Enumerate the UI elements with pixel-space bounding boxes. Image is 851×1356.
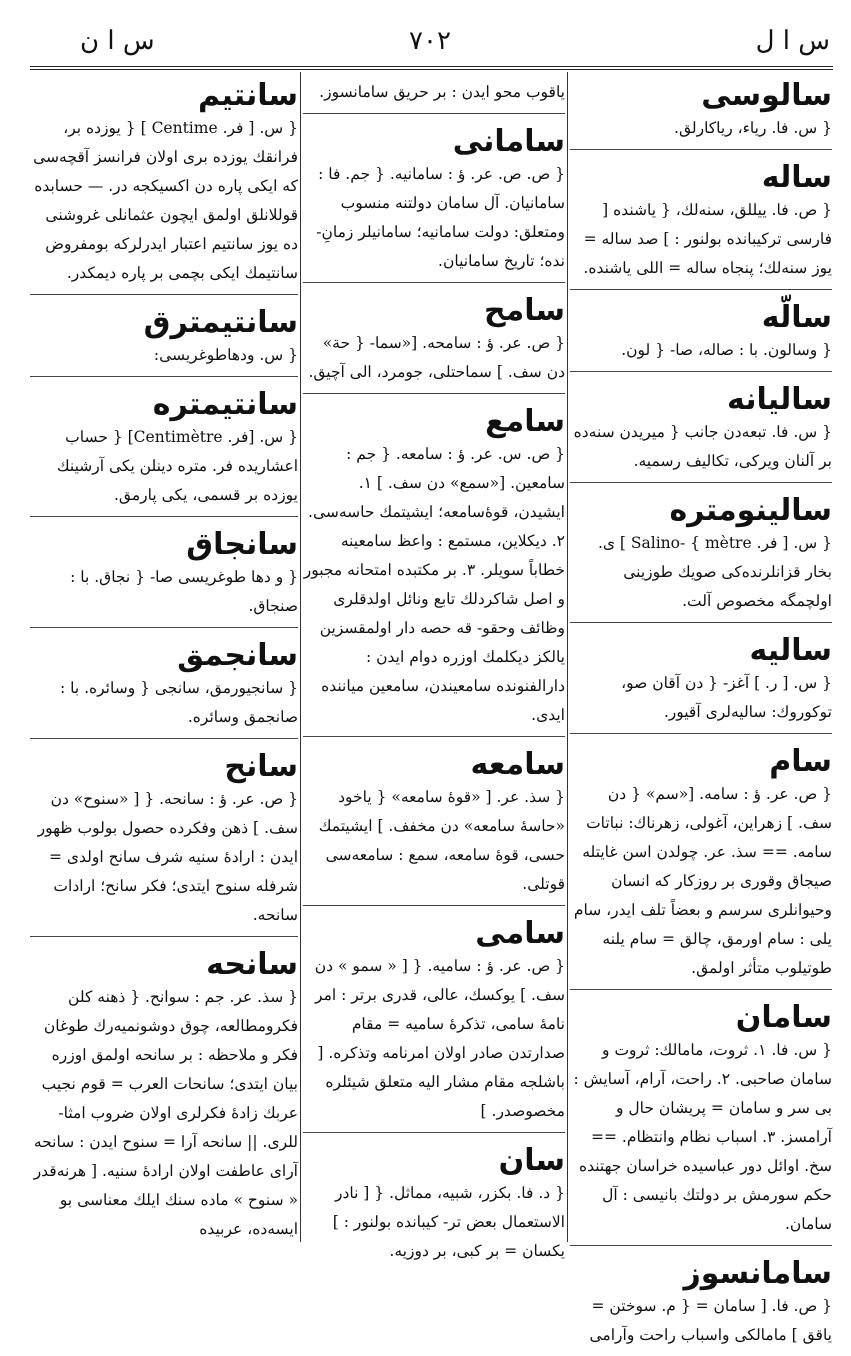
- entry-definition: { سذ. عر. جم : سوانح. { ذهنه کلن فکرومطالعه، چوق دوشونمیه‌رك طوغان فکر و ملاحظه : بر سانحه اولمق اوزره بیان ایتدی؛ سانحات العرب = قوم نجیب عربك زادهٔ فکرلری اولان ضروب امثا- للری. || سانحه آرا = سنوح ایدن : سانحه آرای عاطفت اولان ارادهٔ سنیه. [ هرنه‌قدر « سنوح » ماده سنك ایلك معناسی بو ایسه‌ده، عربیده: [33, 988, 298, 1238]
- dictionary-entry: [30, 638, 298, 739]
- dictionary-entry: [570, 744, 832, 990]
- entry-headword: سالوسی: [701, 78, 832, 113]
- dictionary-entry: [570, 160, 832, 290]
- dictionary-entry: [570, 382, 832, 483]
- entry-headword: سامی: [475, 916, 565, 951]
- header-rule-double: [30, 69, 833, 70]
- entry-headword: سالیه: [749, 633, 832, 668]
- entry-definition: { س. [ فر. Salino- { mètre ] ی. بخار قزانلرنده‌کی صویك طوزینی اولچمگه مخصوص آلت.: [597, 534, 832, 610]
- entry-headword: سامان: [735, 1000, 832, 1035]
- continuation-text: یاقوب محو ایدن : بر حریق سامانسوز.: [319, 83, 565, 101]
- entry-definition: { س. [فر. Centimètre] { حساب اعشاریده فر. متره دینلن یکی آرشینك یوزده بر قسمی، یکی پارمق.: [56, 428, 298, 504]
- dictionary-entry: [30, 947, 298, 1250]
- dictionary-entry: [303, 916, 565, 1133]
- entry-headword: سام: [769, 744, 832, 779]
- column-middle: [303, 78, 565, 1260]
- entry-definition: { سذ. عر. [ «قوهٔ سامعه» { یاخود «حاسهٔ سامعه» دن مخفف. ] ایشیتمك حسی، قوهٔ سامعه، سمع : سامعه‌سی قوتلی.: [318, 788, 565, 893]
- entry-headword: سان: [498, 1143, 565, 1178]
- dictionary-entry: [570, 1000, 832, 1246]
- column-right: [570, 78, 832, 1344]
- header-rule: [30, 66, 833, 67]
- column-divider-left: [300, 72, 301, 1242]
- entry-definition: { س. [ فر. Centime ] { یوزده بر، فرانقك یوزده بری اولان فرانسز آقچه‌سی که ایکی پاره دن اکسیکجه در. — حسابده قوللانلق اولمق ایچون عثمانلی غروشنی ده یوز سانتیم اعتبار ایدرلرکه بومفروض سانتیمك ایکی بچمی بر پاره دیمکدر.: [33, 119, 298, 282]
- entry-headword: سانتیم: [197, 78, 298, 113]
- entry-definition: { ص. فا. ییللق، سنه‌لك، { یاشنده [ فارسی ترکیبانده بولنور : ] صد ساله = یوز سنه‌لك؛ پنجاه ساله = اللی یاشنده.: [583, 201, 832, 277]
- entry-definition: { س. [ ر. ] آغز- { دن آقان صو، توکوروك: سالیه‌لری آقیور.: [621, 674, 832, 721]
- header-letters-left: س ا ن: [80, 26, 155, 56]
- dictionary-entry: [30, 305, 298, 377]
- entry-definition: { س. فا. ١. ثروت، مامالك: ثروت و سامان صاحبی. ٢. راحت، آرام، آسایش : بی سر و سامان = پریشان حال و آرامسز. ٣. اسباب نظام وانتظام. == سخ. اوائل دور عباسیده خراسان جهتنده حکم سورمش بر دولتك بانیسی : آل سامان.: [573, 1041, 832, 1233]
- dictionary-entry: [570, 78, 832, 150]
- dictionary-entry: [570, 1256, 832, 1356]
- entry-headword: سانتیمترق: [143, 305, 298, 340]
- entry-headword: سامعه: [470, 747, 565, 782]
- dictionary-entry: [30, 387, 298, 517]
- entry-definition: { س. فا. تبعه‌دن جانب { میریدن سنه‌ده بر آلنان ویرکی، تکالیف رسمیه.: [573, 423, 832, 470]
- page-header: [30, 18, 830, 64]
- dictionary-entry: [303, 1143, 565, 1272]
- dictionary-entry: [570, 493, 832, 623]
- entry-headword: سانجاق: [186, 527, 298, 562]
- entry-headword: سامح: [484, 293, 565, 328]
- column-left: [30, 78, 298, 1243]
- entry-definition: { ص. عر. ؤ : سانحه. { [ «سنوح» دن سف. ] ذهن وفکرده حصول بولوب ظهور ایدن : ارادهٔ سنیه شرف سانح اولدی = شرفله سنوح ایتدی؛ فکر سانح؛ ارادات سانحه.: [37, 790, 298, 924]
- dictionary-entry: [570, 633, 832, 734]
- entry-definition: { ص. فا. [ سامان = { م. سوختن = یاقق ] مامالکی واسباب راحت وآرامی: [589, 1297, 832, 1344]
- entry-headword: سانحه: [206, 947, 298, 982]
- entry-headword: سانتیمتره: [152, 387, 298, 422]
- entry-continuation: [303, 78, 565, 114]
- page-number: ٧٠٢: [409, 26, 451, 56]
- dictionary-entry: [30, 527, 298, 628]
- entry-headword: سامانسوز: [683, 1256, 832, 1291]
- dictionary-entry: [30, 78, 298, 295]
- dictionary-entry: [570, 300, 832, 372]
- entry-definition: { ص. عر. ؤ : سامحه. [«سما- { حة» دن سف. ] سماحتلی، جومرد، الی آچیق.: [308, 334, 565, 381]
- entry-definition: { و دها طوغریسی صا- { نجاق. با : صنجاق.: [70, 568, 298, 615]
- entry-headword: سالینومتره: [669, 493, 832, 528]
- dictionary-entry: [303, 124, 565, 283]
- entry-headword: ساله: [761, 160, 832, 195]
- entry-headword: سامانی: [452, 124, 565, 159]
- entry-headword: سالّه: [761, 300, 832, 335]
- entry-headword: سانجمق: [177, 638, 298, 673]
- entry-headword: سانح: [224, 749, 298, 784]
- entry-headword: سالیانه: [727, 382, 832, 417]
- entry-definition: { ص. عر. ؤ : سامیه. { [ « سمو » دن سف. ] یوکسك، عالی، قدری برتر : امر نامهٔ سامی، تذکرهٔ سامیه = مقام صدارتدن صادر اولان امرنامه وتذکره. [ باشلجه مقام مشار الیه متعلق شیئلره مخصوصدر. ]: [314, 957, 565, 1120]
- dictionary-entry: [30, 749, 298, 937]
- entry-definition: { ص. س. عر. ؤ : سامعه. { جم : سامعین. [«سمع» دن سف. ] ١. ایشیدن، قوهٔ‌سامعه؛ ایشیتمك حاسه‌سی. ٢. دیکلاین، مستمع : واعظ سامعینه خطاباً سویلر. ٣. بر مکتبده امتحانه مجبور و اصل شاکردلك تابع ونائل اولدقلری وظائف وحقو- قه حصه دار اولمقسزین یالکز دیکلمك اوزره دوام ایدن : دارالفنونده سامعیندن، سامعین میاننده ایدی.: [303, 445, 565, 724]
- entry-definition: { سانجیورمق، سانجی { وسائره. با : صانجمق وسائره.: [59, 679, 298, 726]
- entry-definition: { ص. عر. ؤ : سامه. [«سم» { دن سف. ] زهراین، آغولی، زهرناك: نباتات سامه. == سذ. عر. چولدن اسن غایتله صیجاق وقوری بر روزکار که انسان وحیوانلری سرسم و بعضاً تلف ایدر، سام یلی : سام اورمق، چالق = سام یلنه طوتیلوب متأثر اولمق.: [573, 785, 832, 977]
- dictionary-entry: [303, 747, 565, 906]
- dictionary-entry: [303, 404, 565, 737]
- entry-definition: { د. فا. بکزر، شبیه، مماثل. { [ نادر الاستعمال بعض تر- کیبانده بولنور : ] یکسان = بر کبی، بر دوزیه.: [332, 1184, 565, 1260]
- entry-definition: { س. فا. ریاء، ریاکارلق.: [674, 119, 832, 137]
- entry-definition: { س. ودهاطوغریسی:: [153, 346, 298, 364]
- entry-headword: سامع: [485, 404, 565, 439]
- header-letters-right: س ا ل: [755, 26, 830, 56]
- entry-definition: { ص. ص. عر. ؤ : سامانیه. { جم. فا : سامانیان. آل سامان دولتنه منسوب ومتعلق: دولت سامانیه؛ سامانیلر زمانِ- نده؛ تاریخ سامانیان.: [316, 165, 565, 270]
- column-divider-right: [567, 72, 568, 1242]
- dictionary-entry: [303, 293, 565, 394]
- entry-definition: { وسالون. با : صاله، صا- { لون.: [621, 341, 832, 359]
